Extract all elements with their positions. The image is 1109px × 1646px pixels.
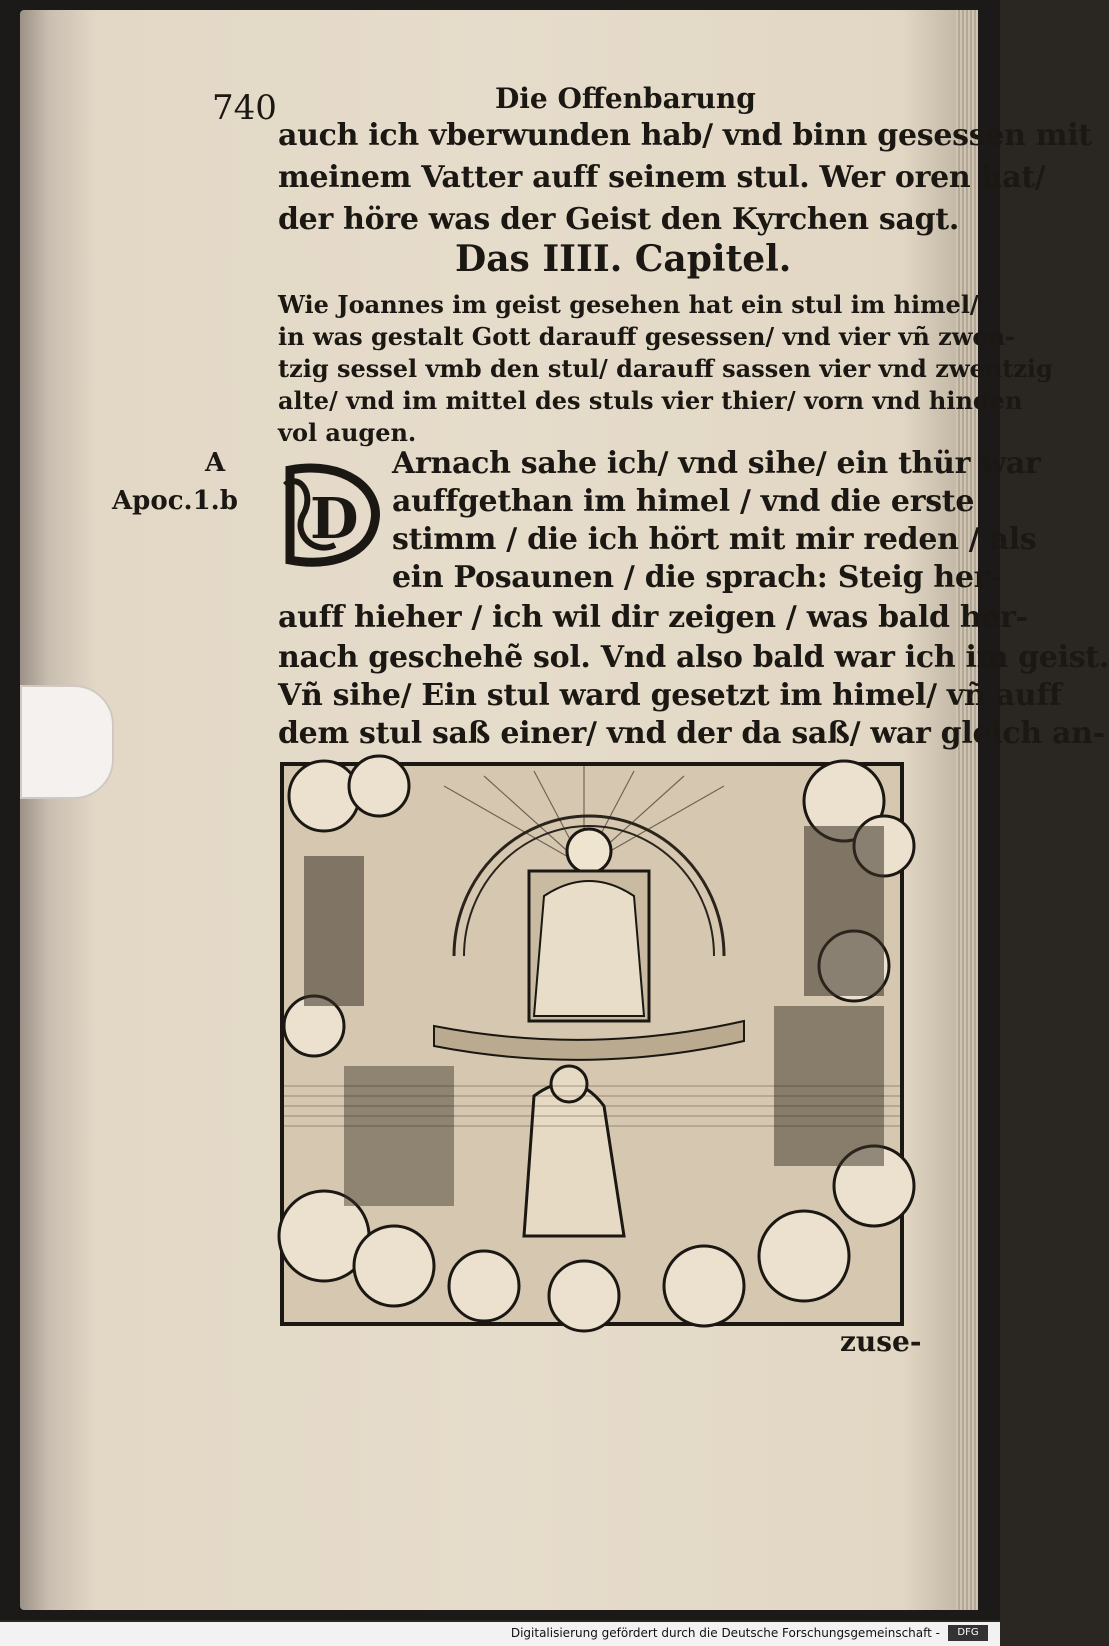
text-line: der höre was der Geist den Kyrchen sagt. (278, 202, 959, 237)
text-line: meinem Vatter auff seinem stul. Wer oren hat/ (278, 160, 1046, 195)
footer-credit: Digitalisierung gefördert durch die Deutsche Forschungsgemeinschaft - (510, 1626, 940, 1640)
woodcut-drawing (284, 766, 900, 1322)
decorated-initial (275, 460, 385, 570)
body-line: stimm / die ich hört mit mir reden / als (392, 522, 1037, 557)
book-page (20, 10, 1109, 1610)
body-line: dem stul saß einer/ vnd der da saß/ war gleich an- (278, 716, 1105, 751)
margin-reference: Apoc.1.b (112, 486, 238, 516)
page-edges (956, 10, 978, 1610)
summary-line: vol augen. (278, 418, 417, 447)
digitization-footer (0, 1622, 1000, 1646)
dfg-logo: DFG (948, 1625, 988, 1641)
text-line: auch ich vberwunden hab/ vnd binn gesessen mit (278, 118, 1092, 153)
body-line: auffgethan im himel / vnd die erste (392, 484, 975, 519)
summary-line: alte/ vnd im mittel des stuls vier thier/ vorn vnd hinden (278, 386, 1023, 415)
initial-letter: D (310, 486, 359, 552)
summary-line: Wie Joannes im geist gesehen hat ein stul im himel/ (278, 290, 979, 319)
catchword: zuse- (840, 1325, 922, 1358)
summary-line: in was gestalt Gott darauff gesessen/ vnd vier vñ zwen- (278, 322, 1016, 351)
woodcut-illustration (280, 762, 904, 1326)
enthroned-figure (534, 881, 644, 1016)
body-line: auff hieher / ich wil dir zeigen / was bald her- (278, 600, 1028, 635)
body-line: Arnach sahe ich/ vnd sihe/ ein thür war (392, 446, 1041, 481)
body-line: ein Posaunen / die sprach: Steig her- (392, 560, 1002, 595)
body-line: Vñ sihe/ Ein stul ward gesetzt im himel/ vñ auff (278, 678, 1062, 713)
chapter-title: Das IIII. Capitel. (455, 238, 792, 280)
page-number: 740 (212, 88, 277, 128)
page-clip (20, 685, 114, 799)
body-line: nach geschehẽ sol. Vnd also bald war ich im geist. (278, 640, 1109, 675)
halo (567, 829, 611, 873)
running-head: Die Offenbarung (495, 82, 756, 115)
margin-letter: A (205, 448, 226, 478)
summary-line: tzig sessel vmb den stul/ darauff sassen vier vnd zwentzig (278, 354, 1053, 383)
